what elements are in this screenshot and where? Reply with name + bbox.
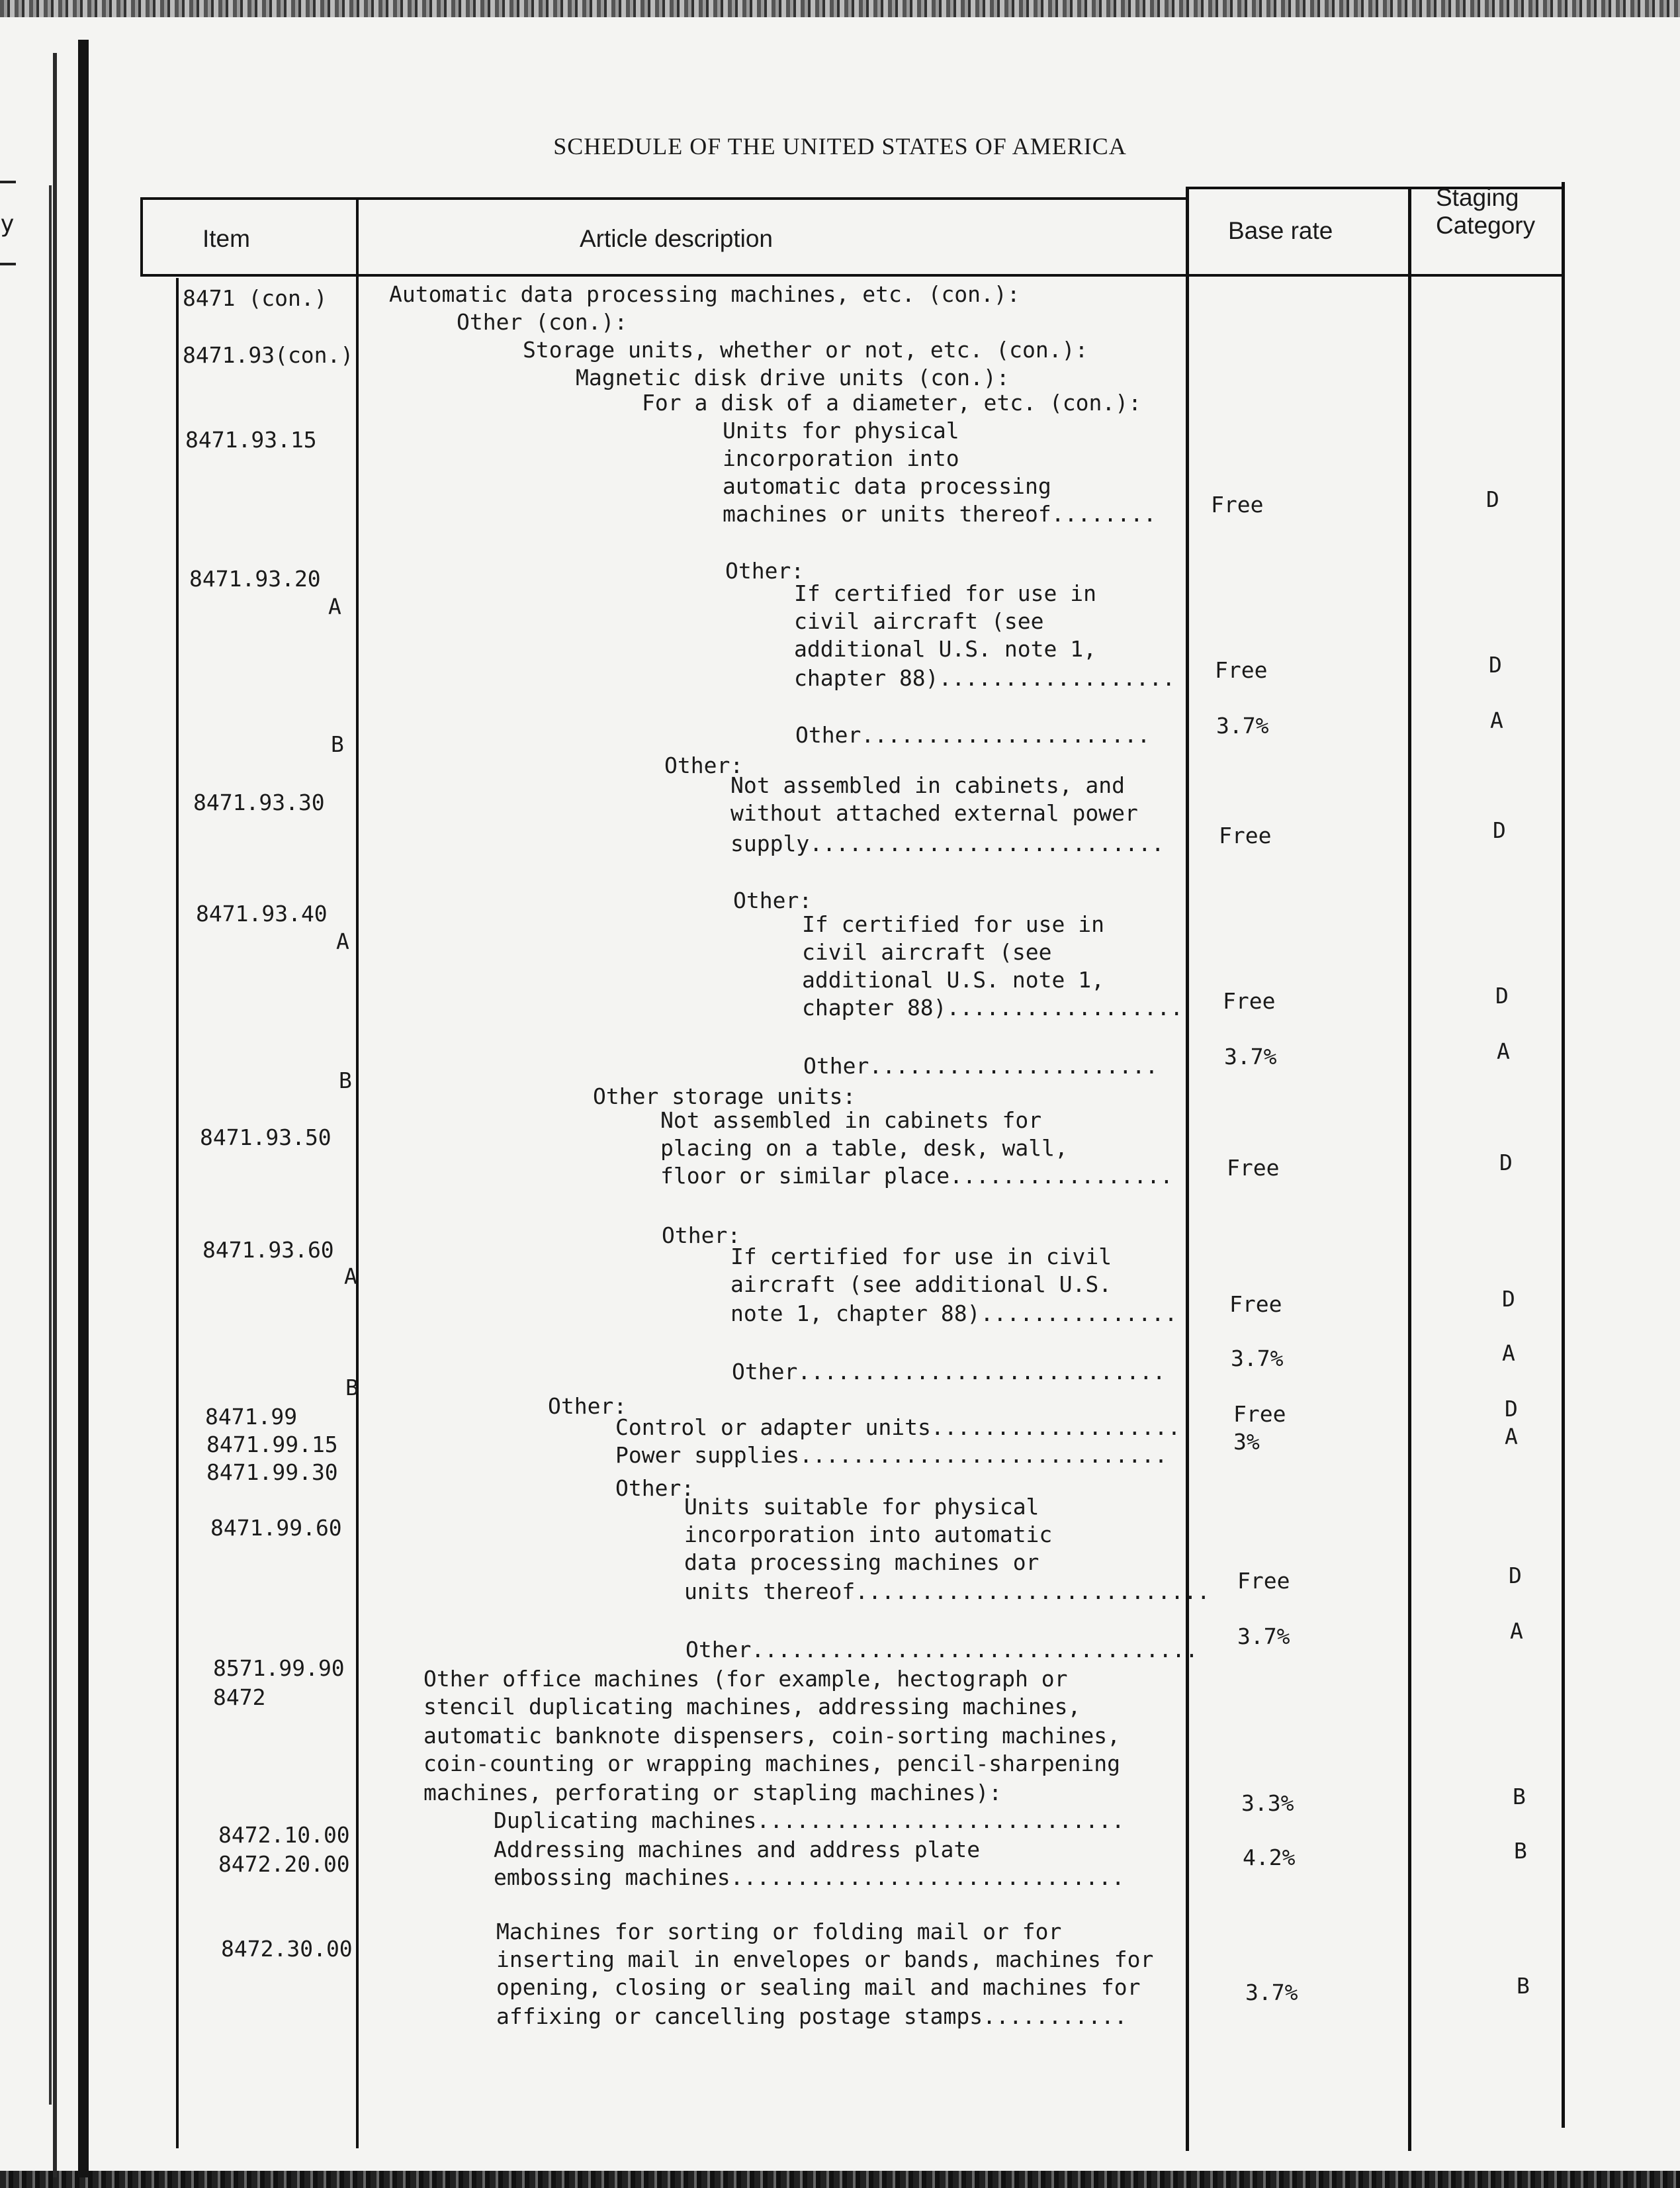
left-page-rule bbox=[0, 181, 16, 183]
header-staging: Staging bbox=[1436, 184, 1519, 211]
scan-top-edge bbox=[0, 0, 1680, 17]
header-article-description: Article description bbox=[580, 225, 774, 252]
base-rate: 4.2% bbox=[1243, 1845, 1296, 1870]
base-rate: Free bbox=[1227, 1155, 1280, 1181]
description-line: Other (con.): bbox=[457, 309, 628, 335]
book-spine-shadow bbox=[53, 53, 57, 2177]
column-rule-margin bbox=[176, 278, 179, 2148]
item-subcode: A bbox=[328, 594, 341, 619]
description-line: units thereof........................... bbox=[684, 1578, 1210, 1604]
base-rate: 3.7% bbox=[1237, 1623, 1290, 1649]
book-spine bbox=[78, 40, 89, 2177]
item-code: 8472.10.00 bbox=[218, 1822, 350, 1848]
left-page-rule bbox=[0, 263, 16, 265]
column-rule-staging bbox=[1562, 182, 1565, 2128]
description-line: Other storage units: bbox=[593, 1083, 856, 1109]
base-rate: 3.3% bbox=[1241, 1790, 1294, 1816]
description-line: Other: bbox=[548, 1393, 627, 1419]
description-line: Automatic data processing machines, etc. (con.): bbox=[389, 281, 1020, 307]
description-line: placing on a table, desk, wall, bbox=[660, 1135, 1068, 1161]
description-line: incorporation into bbox=[723, 445, 959, 471]
staging-category: D bbox=[1505, 1396, 1518, 1422]
description-line: floor or similar place................. bbox=[660, 1163, 1173, 1189]
description-line: affixing or cancelling postage stamps........... bbox=[496, 2003, 1127, 2029]
staging-category: D bbox=[1502, 1286, 1515, 1312]
description-line: additional U.S. note 1, bbox=[794, 636, 1096, 662]
description-line: civil aircraft (see bbox=[802, 939, 1052, 965]
item-code: 8471.99.30 bbox=[206, 1459, 338, 1485]
staging-category: B bbox=[1514, 1838, 1527, 1864]
item-code: 8472.20.00 bbox=[218, 1851, 350, 1877]
description-line: automatic banknote dispensers, coin-sorting machines, bbox=[423, 1723, 1120, 1749]
staging-category: A bbox=[1502, 1340, 1515, 1366]
staging-category: D bbox=[1509, 1563, 1522, 1588]
base-rate: 3.7% bbox=[1216, 713, 1269, 739]
description-line: Other: bbox=[733, 888, 813, 913]
header-base-rate: Base rate bbox=[1228, 217, 1333, 244]
description-line: incorporation into automatic bbox=[684, 1522, 1053, 1547]
staging-category: A bbox=[1490, 707, 1503, 733]
item-code: 8471.93.40 bbox=[196, 901, 328, 927]
item-code: 8471.93.15 bbox=[185, 427, 317, 453]
description-line: Control or adapter units................... bbox=[615, 1414, 1181, 1440]
description-line: Units for physical bbox=[723, 418, 959, 443]
description-line: Other: bbox=[664, 752, 744, 778]
staging-category: B bbox=[1513, 1784, 1526, 1809]
description-line: Other: bbox=[662, 1222, 741, 1248]
description-line: Other: bbox=[725, 558, 805, 584]
item-code: 8472 bbox=[213, 1684, 266, 1710]
staging-category: A bbox=[1505, 1424, 1518, 1449]
description-line: Other: bbox=[615, 1475, 695, 1501]
staging-category: A bbox=[1497, 1038, 1510, 1064]
page-title: SCHEDULE OF THE UNITED STATES OF AMERICA bbox=[553, 133, 1127, 160]
description-line: chapter 88).................. bbox=[802, 995, 1184, 1021]
base-rate: 3.7% bbox=[1245, 1980, 1298, 2005]
item-subcode: A bbox=[336, 929, 349, 954]
base-rate: Free bbox=[1211, 492, 1264, 518]
description-line: If certified for use in bbox=[794, 580, 1096, 606]
description-line: note 1, chapter 88)............... bbox=[730, 1300, 1178, 1326]
description-line: Not assembled in cabinets for bbox=[660, 1107, 1042, 1133]
description-line: Magnetic disk drive units (con.): bbox=[576, 365, 1010, 390]
description-line: machines or units thereof........ bbox=[723, 501, 1157, 527]
item-code: 8471.99.60 bbox=[210, 1515, 342, 1541]
left-page-fragment: y bbox=[0, 210, 15, 238]
description-line: machines, perforating or stapling machines): bbox=[423, 1780, 1002, 1805]
staging-category: D bbox=[1489, 652, 1502, 678]
staging-category: A bbox=[1510, 1618, 1523, 1644]
item-code: 8471 (con.) bbox=[183, 285, 328, 311]
description-line: Other............................ bbox=[732, 1359, 1166, 1385]
description-line: without attached external power bbox=[730, 800, 1138, 826]
base-rate: 3.7% bbox=[1224, 1044, 1277, 1070]
staging-category: D bbox=[1486, 486, 1499, 512]
item-code: 8471.93.20 bbox=[189, 566, 321, 592]
item-code: 8471.93.30 bbox=[193, 790, 325, 815]
header-item: Item bbox=[202, 225, 250, 252]
description-line: data processing machines or bbox=[684, 1549, 1039, 1575]
description-line: Duplicating machines............................ bbox=[494, 1807, 1125, 1833]
description-line: opening, closing or sealing mail and machines for bbox=[496, 1974, 1141, 2000]
description-line: supply........................... bbox=[730, 831, 1165, 856]
item-subcode: A bbox=[344, 1263, 357, 1289]
base-rate: Free bbox=[1233, 1401, 1286, 1427]
description-line: For a disk of a diameter, etc. (con.): bbox=[642, 390, 1141, 416]
column-rule-left bbox=[140, 197, 143, 277]
item-subcode: B bbox=[331, 731, 344, 757]
item-code: 8471.99 bbox=[205, 1404, 298, 1430]
description-line: If certified for use in bbox=[802, 911, 1104, 937]
item-subcode: B bbox=[339, 1068, 352, 1093]
base-rate: 3% bbox=[1233, 1429, 1260, 1455]
base-rate: Free bbox=[1219, 823, 1272, 848]
staging-category: D bbox=[1499, 1150, 1513, 1175]
description-line: additional U.S. note 1, bbox=[802, 967, 1104, 993]
description-line: embossing machines.............................. bbox=[494, 1864, 1125, 1890]
item-code: 8471.93.50 bbox=[200, 1124, 332, 1150]
item-subcode: B bbox=[345, 1375, 359, 1400]
header-bottom-rule bbox=[140, 274, 1564, 277]
description-line: coin-counting or wrapping machines, pencil-sharpening bbox=[423, 1751, 1120, 1776]
description-line: Power supplies............................ bbox=[615, 1442, 1168, 1468]
left-page-column-line bbox=[49, 185, 52, 2105]
description-line: Other...................... bbox=[803, 1053, 1159, 1079]
description-line: Other...................... bbox=[795, 722, 1151, 748]
base-rate: 3.7% bbox=[1231, 1345, 1284, 1371]
item-code: 8571.99.90 bbox=[213, 1655, 345, 1681]
item-code: 8471.99.15 bbox=[206, 1432, 338, 1457]
header-category: Category bbox=[1436, 212, 1536, 239]
description-line: chapter 88).................. bbox=[794, 665, 1176, 691]
column-rule-base-rate bbox=[1408, 187, 1411, 2151]
description-line: Other office machines (for example, hectograph or bbox=[423, 1666, 1068, 1692]
description-line: Machines for sorting or folding mail or for bbox=[496, 1919, 1062, 1944]
scan-bottom-edge bbox=[0, 2171, 1680, 2188]
description-line: inserting mail in envelopes or bands, machines for bbox=[496, 1946, 1154, 1972]
description-line: Units suitable for physical bbox=[684, 1494, 1039, 1520]
staging-category: D bbox=[1493, 817, 1506, 843]
base-rate: Free bbox=[1215, 657, 1268, 683]
item-code: 8471.93.60 bbox=[202, 1237, 334, 1263]
column-rule-item bbox=[356, 197, 359, 2148]
description-line: If certified for use in civil bbox=[730, 1244, 1112, 1269]
base-rate: Free bbox=[1237, 1568, 1290, 1594]
description-line: aircraft (see additional U.S. bbox=[730, 1271, 1112, 1297]
description-line: Addressing machines and address plate bbox=[494, 1837, 981, 1862]
staging-category: D bbox=[1495, 983, 1509, 1009]
description-line: automatic data processing bbox=[723, 473, 1051, 499]
item-code: 8472.30.00 bbox=[221, 1936, 353, 1962]
description-line: civil aircraft (see bbox=[794, 608, 1044, 634]
description-line: stencil duplicating machines, addressing machines, bbox=[423, 1694, 1081, 1719]
description-line: Storage units, whether or not, etc. (con.): bbox=[523, 337, 1088, 363]
staging-category: B bbox=[1517, 1973, 1530, 1999]
table-top-rule bbox=[140, 197, 1186, 200]
description-line: Other.................................. bbox=[685, 1637, 1198, 1663]
description-line: Not assembled in cabinets, and bbox=[730, 772, 1126, 798]
item-code: 8471.93(con.) bbox=[183, 342, 354, 368]
column-rule-description bbox=[1186, 187, 1189, 2151]
base-rate: Free bbox=[1229, 1291, 1282, 1317]
base-rate: Free bbox=[1223, 988, 1276, 1014]
